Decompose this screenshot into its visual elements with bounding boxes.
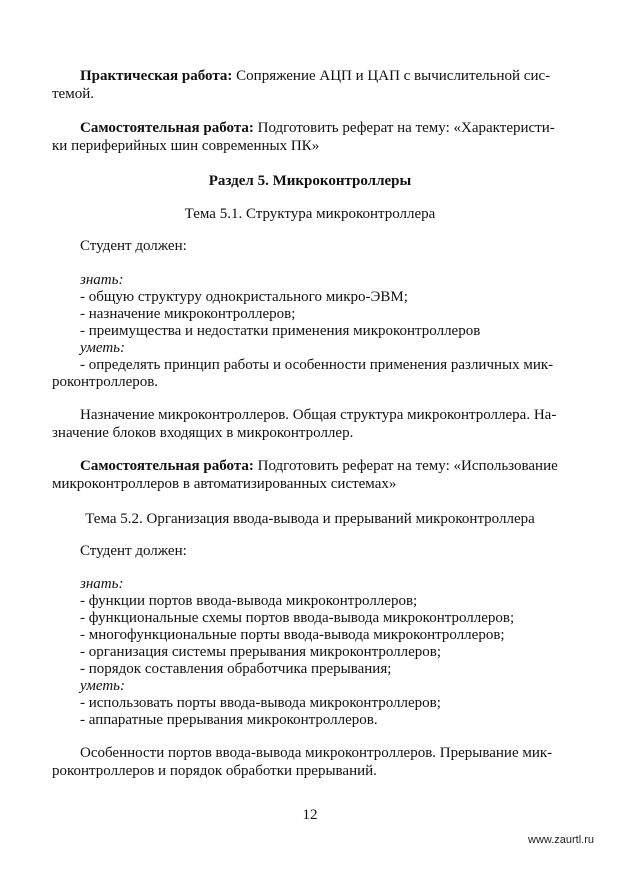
topic-1-title: Тема 5.1. Структура микроконтроллера [184,206,436,222]
practical-work-label: Практическая работа: [80,68,233,84]
topic-1-know-item: - назначение микроконтроллеров; [80,306,296,322]
topic-2-know-item: - функциональные схемы портов ввода-вывода микроконтроллеров; [80,610,515,626]
page-number: 12 [302,807,318,823]
topic-1-can-item-line2: роконтроллеров. [52,374,159,390]
footer-url: www.zaurtl.ru [528,834,595,846]
topic-2-content-line1: Особенности портов ввода-вывода микроконтроллеров. Прерывание мик- [80,745,553,761]
topic-2-can-item: - использовать порты ввода-вывода микроконтроллеров; [80,695,441,711]
topic-2-know-label: знать: [80,576,124,592]
independent-work-2-line1 [80,458,620,475]
topic-1-know-item: - преимущества и недостатки применения микроконтроллеров [80,323,481,339]
topic-1-content-line2: значение блоков входящих в микроконтроллер. [52,425,354,441]
topic-2-content-line2: роконтроллеров и порядок обработки прерываний. [52,763,377,779]
topic-1-know-item: - общую структуру однокристального микро-ЭВМ; [80,289,408,305]
practical-work-line2: темой. [52,86,94,102]
practical-work-text: Сопряжение АЦП и ЦАП с вычислительной сис- [232,68,551,84]
topic-2-student-must: Студент должен: [80,543,187,559]
topic-1-know-label: знать: [80,272,124,288]
independent-work-1-line1 [80,120,620,137]
independent-work-1-line2: ки периферийных шин современных ПК» [52,138,320,154]
independent-work-2-text: Подготовить реферат на тему: «Использование [253,458,558,474]
independent-work-1-label: Самостоятельная работа: [80,120,254,136]
topic-1-can-item-line1: - определять принцип работы и особенности применения различных мик- [80,357,554,373]
topic-2-title: Тема 5.2. Организация ввода-вывода и прерываний микроконтроллера [85,511,535,527]
topic-2-know-item: - организация системы прерывания микроконтроллеров; [80,644,442,660]
independent-work-2-label: Самостоятельная работа: [80,458,254,474]
topic-2-know-item: - функции портов ввода-вывода микроконтроллеров; [80,593,418,609]
independent-work-2-line2: микроконтроллеров в автоматизированных системах» [52,476,397,492]
topic-2-know-item: - порядок составления обработчика прерывания; [80,661,392,677]
independent-work-1-text: Подготовить реферат на тему: «Характеристи- [253,120,555,136]
topic-1-student-must: Студент должен: [80,238,187,254]
topic-1-can-label: уметь: [80,340,125,356]
topic-2-can-label: уметь: [80,678,125,694]
section-title: Раздел 5. Микроконтроллеры [208,173,412,189]
topic-2-know-item: - многофункциональные порты ввода-вывода микроконтроллеров; [80,627,505,643]
practical-work-line1 [80,68,558,85]
topic-2-can-item: - аппаратные прерывания микроконтроллеров. [80,712,378,728]
topic-1-content-line1: Назначение микроконтроллеров. Общая структура микроконтроллера. На- [80,407,557,423]
